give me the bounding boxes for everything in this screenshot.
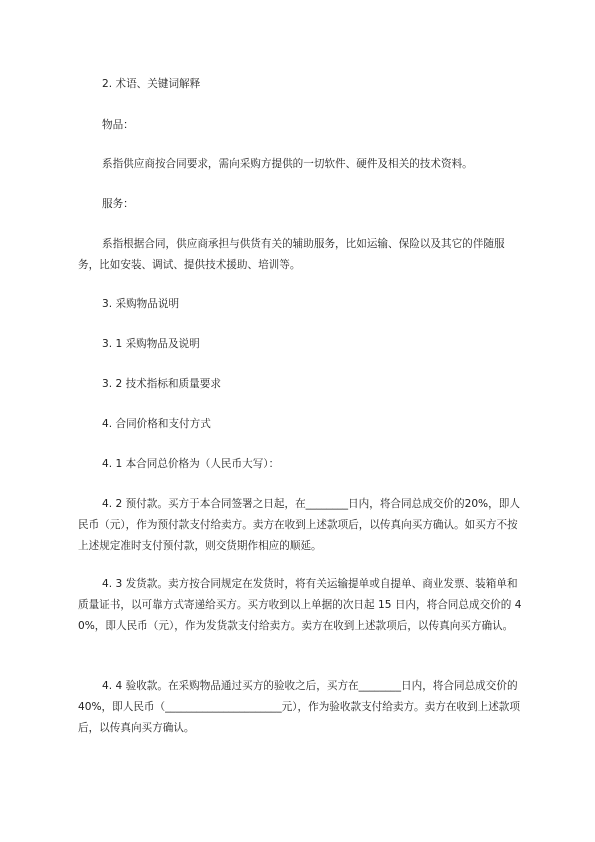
subsection-technical-quality: 3. 2 技术指标和质量要求 xyxy=(102,378,221,390)
clause-advance-payment: 4. 2 预付款。买方于本合同签署之日起，在________日内，将合同总成交价的20%，即人民币（元），作为预付款支付给卖方。卖方在收到上述款项后，以传真向买方确认。如买方不按上述规定准时支付预付款，则交货期作相应的顺延。 xyxy=(78,498,520,552)
term-goods-label: 物品： xyxy=(102,119,134,131)
section-heading-price-payment: 4. 合同价格和支付方式 xyxy=(102,418,211,430)
clause-total-price: 4. 1 本合同总价格为（人民币大写）： xyxy=(102,458,280,470)
term-goods-definition: 系指供应商按合同要求，需向采购方提供的一切软件、硬件及相关的技术资料。 xyxy=(102,158,473,170)
section-heading-procurement: 3. 采购物品说明 xyxy=(102,298,180,310)
term-services-definition: 系指根据合同，供应商承担与供货有关的辅助服务，比如运输、保险以及其它的伴随服务，比如安装、调试、提供技术援助、培训等。 xyxy=(78,238,505,271)
term-services-label: 服务： xyxy=(102,198,134,210)
clause-acceptance-payment: 4. 4 验收款。在采购物品通过买方的验收之后，买方在________日内，将合同总成交价的 40%，即人民币（______________________元），作为验收款支付给卖方。卖方在收到上述款项后，以传真向买方确认。 xyxy=(78,680,521,734)
section-heading-terms: 2. 术语、关键词解释 xyxy=(102,78,201,90)
clause-shipment-payment: 4. 3 发货款。卖方按合同规定在发货时，将有关运输提单或自提单、商业发票、装箱单和质量证书，以可靠方式寄递给买方。买方收到以上单据的次日起 15 日内，将合同总成交价的 40%，即人民币（元），作为发货款支付给卖方。卖方在收到上述款项后，以传真向买方确认。 xyxy=(78,578,522,632)
subsection-items-description: 3. 1 采购物品及说明 xyxy=(102,338,200,350)
